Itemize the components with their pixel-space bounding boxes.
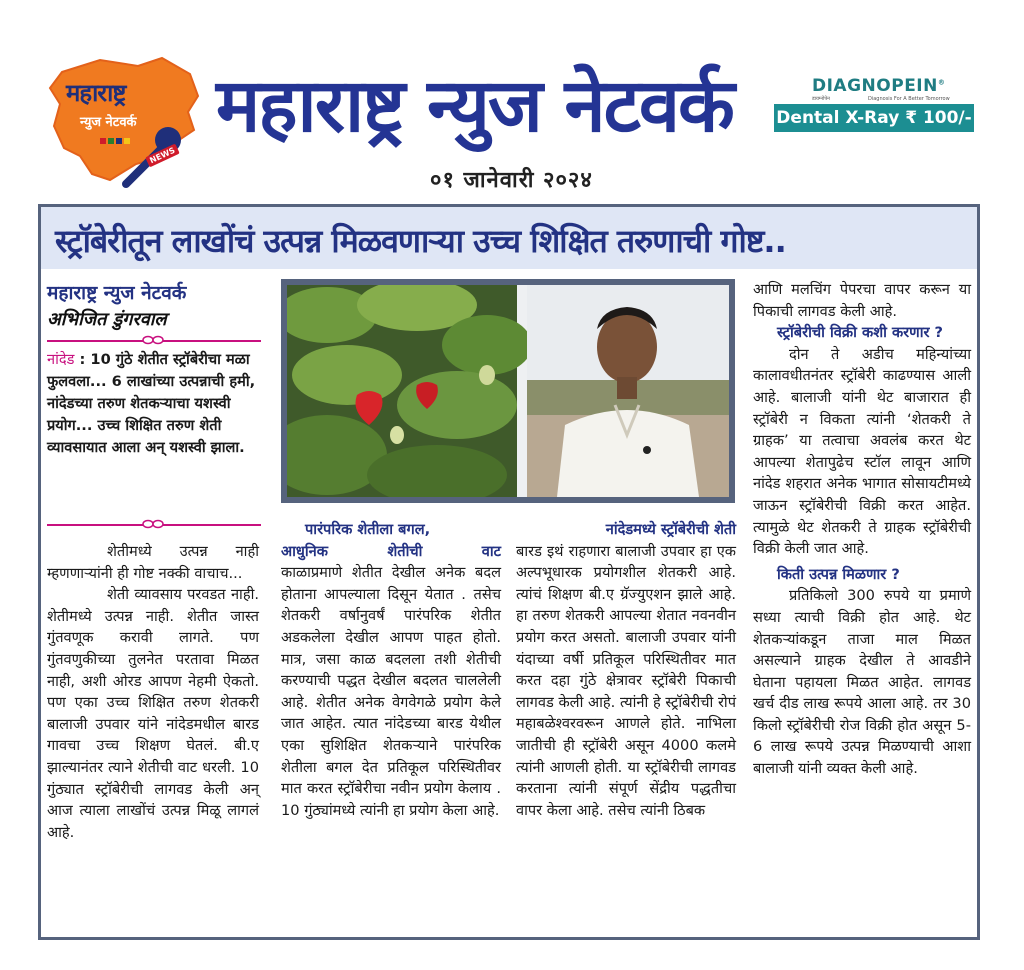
newspaper-title: महाराष्ट्र न्युज नेटवर्क — [216, 63, 733, 149]
brand-logo[interactable] — [40, 52, 205, 192]
farmer-portrait-image — [527, 285, 729, 497]
ad-brand: DIAGNOPEIN® — [812, 76, 946, 96]
lede-paragraph: नांदेड : 10 गुंठे शेतीत स्ट्रॉबेरीचा मळा फुलवला... 6 लाखांच्या उत्पन्नाची हमी, नांदेडच्या तरुण शेतकऱ्याचा यशस्वी प्रयोग... उच्च शिक्षित तरुण शेती व्यावसायात आला अन् यशस्वी झाला. — [47, 351, 256, 456]
dateline-place: नांदेड — [47, 351, 75, 368]
col4-body-income: प्रतिकिलो 300 रुपये या प्रमाणे सध्या त्याची विक्री होत आहे. थेट शेतकऱ्यांकडून ताजा माल मिळत असल्याने ग्राहक देखील ते आवडीने घेताना पहायला मिळत आहेत. लागवड खर्च दीड लाख रूपये आला आहे. तर 30 किलो स्ट्रॉबेरीची रोज विक्री होत असून 5-6 लाख रूपये उत्पन्न मिळण्याची आशा बालाजी यांनी व्यक्त केली आहे. — [753, 587, 971, 778]
logo-line2: न्युज नेटवर्क — [80, 115, 137, 130]
byline-author: अभिजित डुंगरवाल — [47, 309, 167, 330]
col1-paragraph-2: शेती व्यावसाय परवडत नाही. शेतीमध्ये उत्पन्न नाही. शेतीत जास्त गुंतवणूक करावी लागते. पण गुंतवणुकीच्या तुलनेत परतावा मिळत नाही, अशी ओरड आपण नेहमी ऐकतो. पण एका उच्च शिक्षित तरुण शेतकरी बालाजी उपवार यांने नांदेडमधील बारड गावचा उच्च शिक्षण घेतलं. बी.ए झाल्यानंतर त्याने शेतीची वाट धरली. 10 गुंठ्यात स्ट्रॉबेरीची लागवड केली अन् आज त्याला लाखोंचं उत्पन्न मिळू लागलं आहे. — [47, 586, 259, 841]
column-2 — [281, 519, 501, 821]
mic-tag: NEWS — [145, 144, 179, 168]
col2-body: काळाप्रमाणे शेतीत देखील अनेक बदल होताना आपल्याला दिसून येतात . तसेच शेतकरी वर्षानुवर्षं पारंपरिक शेतीत अडकलेला देखील आपण पाहत होतो. मात्र, जसा काळ बदलला तशी शेतीची करण्याची पद्धत देखील बदलत चाललेली आहे. शेतीत अनेक वेगवेगळे प्रयोग केले जात आहेत. त्यात नांदेडच्या बारड येथील एका सुशिक्षित शेतकऱ्याने पारंपरिक शेतीला बगल देत प्रतिकूल परिस्थितीवर मात करत स्ट्रॉबेरीचा नवीन प्रयोग केलाय . 10 गुंठ्यांमध्ये त्यांनी हा प्रयोग केला आहे. — [281, 564, 501, 819]
article-frame — [38, 204, 980, 940]
column-1 — [47, 541, 259, 843]
column-4 — [753, 279, 971, 780]
headline-band — [41, 207, 977, 269]
ad-sub: डायग्नोपेन — [812, 96, 830, 102]
col1-paragraph-1: शेतीमध्ये उत्पन्न नाही म्हणणाऱ्यांनी ही गोष्ट नक्की वाचाच... — [47, 543, 259, 582]
masthead — [0, 0, 1024, 200]
article-headline: स्ट्रॉबेरीतून लाखोंचं उत्पन्न मिळवणाऱ्या उच्च शिक्षित तरुणाची गोष्ट.. — [55, 222, 786, 260]
issue-date: ०१ जानेवारी २०२४ — [430, 168, 593, 193]
col3-subhead: नांदेडमध्ये स्ट्रॉबेरीची शेती — [605, 521, 736, 538]
logo-line1: महाराष्ट्र — [66, 79, 126, 107]
col4-continued: आणि मलचिंग पेपरचा वापर करून या पिकाची लागवड केली आहे. — [753, 281, 971, 320]
col4-subhead-sales: स्ट्रॉबेरीची विक्री कशी करणार ? — [777, 324, 943, 342]
col3-body: बारड इथं राहणारा बालाजी उपवार हा एक अल्पभूधारक प्रयोगशील शेतकरी आहे. त्यांचं शिक्षण बी.ए ग्रॅज्युएशन झाले आहे. हा तरुण शेतकरी आपल्या शेतात नवनवीन प्रयोग करत असतो. बालाजी उपवार यांनी यंदाच्या वर्षी प्रतिकूल परिस्थितीवर मात करत दहा गुंठे क्षेत्रावर स्ट्रॉबेरी पिकाची लागवड केली आहे. त्यांनी हे स्ट्रॉबेरीची रोपं महाबळेश्वरवरून आणले होते. नाभिला जातीची ही स्ट्रॉबेरी असून 4000 कलमे त्यांनी आणली होती. या स्ट्रॉबेरीची लागवड करताना त्यांनी संपूर्ण सेंद्रीय पद्धतीचा वापर केला आहे. तसेच त्यांनी ठिबक — [516, 542, 736, 819]
col4-body-sales: दोन ते अडीच महिन्यांच्या कालावधीतनंतर स्ट्रॉबेरी काढण्यास आली आहे. बालाजी यांनी थेट बाजारात ही स्ट्रॉबेरी न विकता त्यांनी ‘शेतकरी ते ग्राहक’ या तत्वाचा अवलंब करत थेट आपल्या शेतापुढेच स्टॉल लावून आणि नांदेड शहरात अनेक भागात सोसायटीमध्ये जाऊन स्ट्रॉबेरीची विक्री करत आहेत. त्यामुळे थेट शेतकरी ते ग्राहक स्ट्रॉबेरीची विक्री केली जात आहे. — [753, 345, 971, 558]
ad-offer[interactable]: Dental X-Ray ₹ 100/- — [774, 104, 974, 132]
ad-brand-o-icon: O — [876, 76, 892, 96]
ornament-icon — [141, 519, 165, 529]
byline-org: महाराष्ट्र न्युज नेटवर्क — [47, 282, 187, 304]
article-photo[interactable] — [281, 279, 735, 503]
ad-tagline: Diagnosis For A Better Tomorrow — [868, 96, 950, 102]
col2-subhead: पारंपरिक शेतीला बगल, आधुनिक शेतीची वाट — [281, 521, 501, 560]
ornament-icon — [141, 335, 165, 345]
column-3 — [516, 519, 736, 821]
farmer-portrait — [527, 285, 729, 497]
advertisement[interactable] — [774, 74, 974, 134]
col4-subhead-income: किती उत्पन्न मिळणार ? — [777, 565, 900, 583]
